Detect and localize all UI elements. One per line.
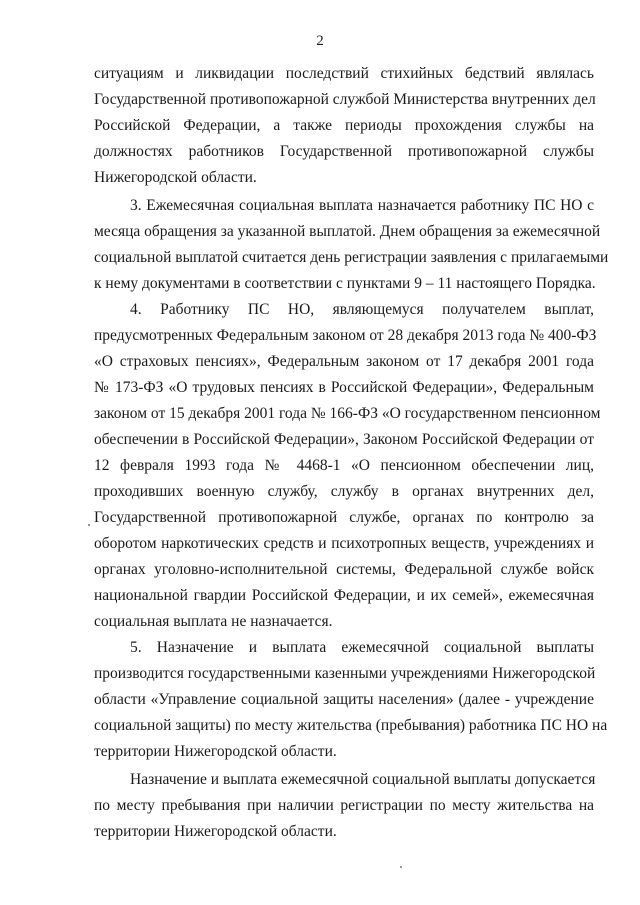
text-line: 12 февраля 1993 года № 4468-1 «О пенсионном обеспечении лиц, [94, 457, 594, 474]
scan-speck [400, 866, 402, 868]
text-line: производится государственными казенными учреждениями Нижегородской [94, 665, 596, 682]
text-line: национальной гвардии Российской Федерации, и их семей», ежемесячная [94, 587, 594, 604]
text-line: обеспечении в Российской Федерации», Законом Российской Федерации от [94, 431, 594, 448]
text-line: проходивших военную службу, службу в органах внутренних дел, [94, 483, 594, 500]
text-line: территории Нижегородской области. [94, 743, 337, 760]
text-line: 4. Работнику ПС НО, являющемуся получателем выплат, [130, 301, 594, 318]
text-line: Нижегородской области. [94, 169, 257, 186]
scan-speck [88, 524, 90, 526]
text-line: Назначение и выплата ежемесячной социальной выплаты допускается [130, 771, 596, 788]
text-line: законом от 15 декабря 2001 года № 166-ФЗ «О государственном пенсионном [94, 405, 601, 422]
text-line: области «Управление социальной защиты населения» (далее - учреждение [94, 691, 594, 708]
text-line: ситуациям и ликвидации последствий стихийных бедствий являлась [94, 65, 594, 82]
text-line: территории Нижегородской области. [94, 823, 337, 840]
text-line: к нему документами в соответствии с пунктами 9 – 11 настоящего Порядка. [94, 275, 596, 292]
text-line: Государственной противопожарной службе, органах по контролю за [94, 509, 594, 526]
text-line: «О страховых пенсиях», Федеральным законом от 17 декабря 2001 года [94, 353, 594, 370]
text-line: социальной выплатой считается день регистрации заявления с прилагаемыми [94, 249, 609, 266]
text-line: месяца обращения за указанной выплатой. Днем обращения за ежемесячной [94, 223, 601, 240]
text-line: 3. Ежемесячная социальная выплата назначается работнику ПС НО с [130, 197, 594, 214]
text-line: № 173-ФЗ «О трудовых пенсиях в Российской Федерации», Федеральным [94, 379, 594, 396]
text-line: по месту пребывания при наличии регистрации по месту жительства на [94, 797, 594, 814]
text-line: должностях работников Государственной противопожарной службы [94, 143, 594, 160]
text-line: предусмотренных Федеральным законом от 28 декабря 2013 года № 400-ФЗ [94, 327, 597, 344]
text-line: социальной защиты) по месту жительства (пребывания) работника ПС НО на [94, 717, 608, 734]
text-line: 5. Назначение и выплата ежемесячной социальной выплаты [130, 639, 594, 656]
text-line: социальная выплата не назначается. [94, 613, 333, 630]
page-number: 2 [316, 33, 324, 49]
text-line: Государственной противопожарной службой Министерства внутренних дел [94, 91, 596, 108]
text-line: Российской Федерации, а также периоды прохождения службы на [94, 117, 594, 134]
text-line: органах уголовно-исполнительной системы, Федеральной службе войск [94, 561, 594, 578]
text-line: оборотом наркотических средств и психотропных веществ, учреждениях и [94, 535, 594, 552]
